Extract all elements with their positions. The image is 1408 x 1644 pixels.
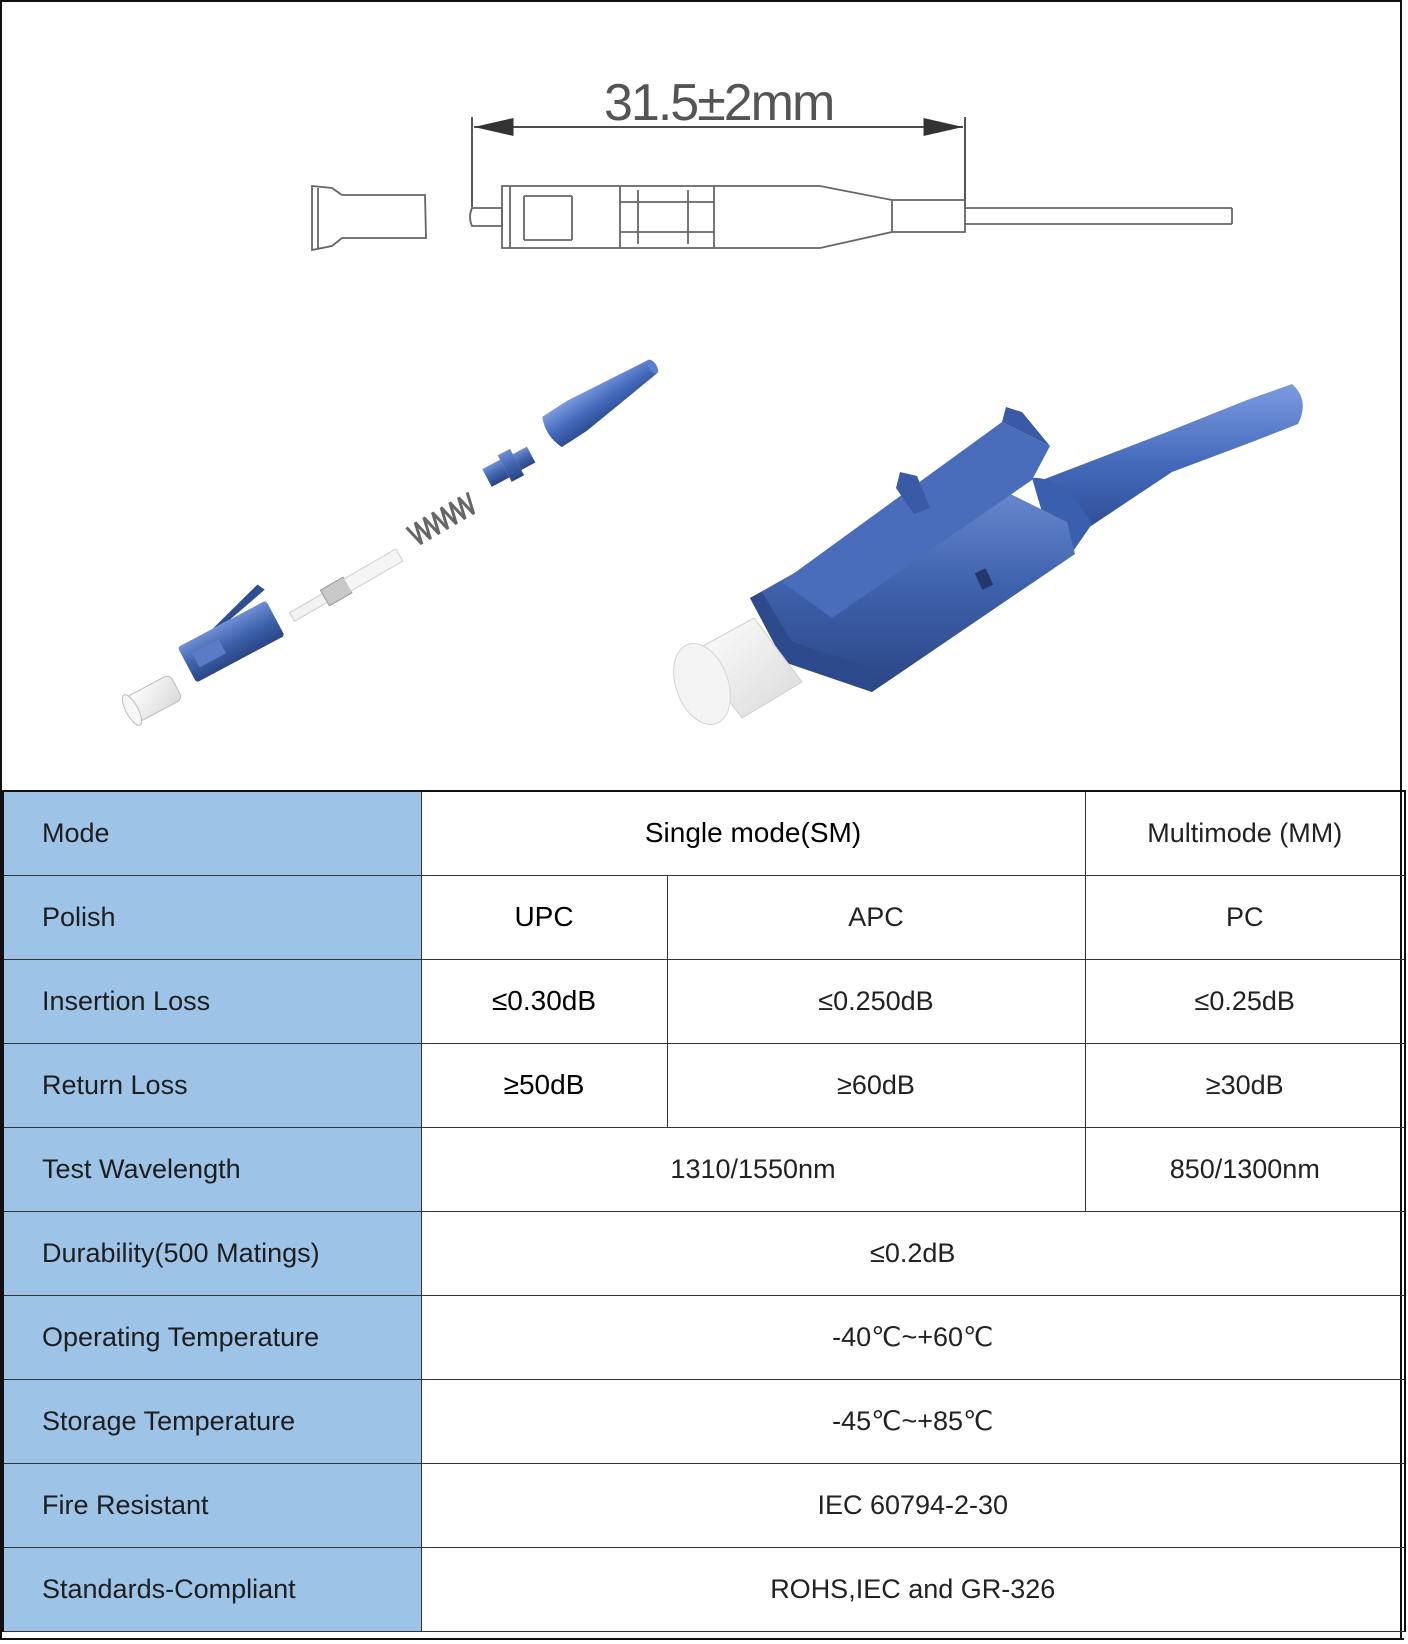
spec-label: Standards-Compliant (3, 1547, 421, 1631)
spec-value: ≥50dB (421, 1043, 667, 1127)
connector-figure (2, 2, 1404, 790)
spec-label: Storage Temperature (3, 1379, 421, 1463)
spec-label: Polish (3, 875, 421, 959)
spec-value: ≤0.30dB (421, 959, 667, 1043)
spec-row (3, 1379, 1405, 1463)
spec-value: ROHS,IEC and GR-326 (421, 1547, 1405, 1631)
spec-label: Test Wavelength (3, 1127, 421, 1211)
spec-label: Operating Temperature (3, 1295, 421, 1379)
spec-value: 850/1300nm (1085, 1127, 1405, 1211)
spec-value: Multimode (MM) (1085, 791, 1405, 875)
spec-value: ≥60dB (667, 1043, 1085, 1127)
spec-value: PC (1085, 875, 1405, 959)
spec-value: Single mode(SM) (421, 791, 1085, 875)
spec-value: 1310/1550nm (421, 1127, 1085, 1211)
spec-table (2, 790, 1406, 1632)
spec-row (3, 1211, 1405, 1295)
spec-row (3, 1043, 1405, 1127)
spec-row (3, 1295, 1405, 1379)
spec-row (3, 875, 1405, 959)
exploded-view (119, 349, 666, 727)
spec-row (3, 959, 1405, 1043)
spec-value: ≤0.250dB (667, 959, 1085, 1043)
spec-value: -45℃~+85℃ (421, 1379, 1405, 1463)
spec-value: ≤0.25dB (1085, 959, 1405, 1043)
assembled-connector (663, 384, 1303, 732)
spec-row (3, 791, 1405, 875)
spec-label: Return Loss (3, 1043, 421, 1127)
spec-label: Durability(500 Matings) (3, 1211, 421, 1295)
connector-illustration (2, 2, 1404, 790)
spec-value: APC (667, 875, 1085, 959)
spec-value: ≤0.2dB (421, 1211, 1405, 1295)
spec-label: Fire Resistant (3, 1463, 421, 1547)
spec-value: ≥30dB (1085, 1043, 1405, 1127)
spec-value: UPC (421, 875, 667, 959)
spec-label: Mode (3, 791, 421, 875)
line-drawing (312, 117, 1232, 250)
spec-row (3, 1463, 1405, 1547)
spec-label: Insertion Loss (3, 959, 421, 1043)
bottom-border (2, 1638, 1404, 1640)
spec-value: -40℃~+60℃ (421, 1295, 1405, 1379)
spec-value: IEC 60794-2-30 (421, 1463, 1405, 1547)
dimension-label: 31.5±2mm (604, 74, 834, 132)
spec-row (3, 1127, 1405, 1211)
spec-row (3, 1547, 1405, 1631)
spec-table-body (3, 791, 1405, 1631)
